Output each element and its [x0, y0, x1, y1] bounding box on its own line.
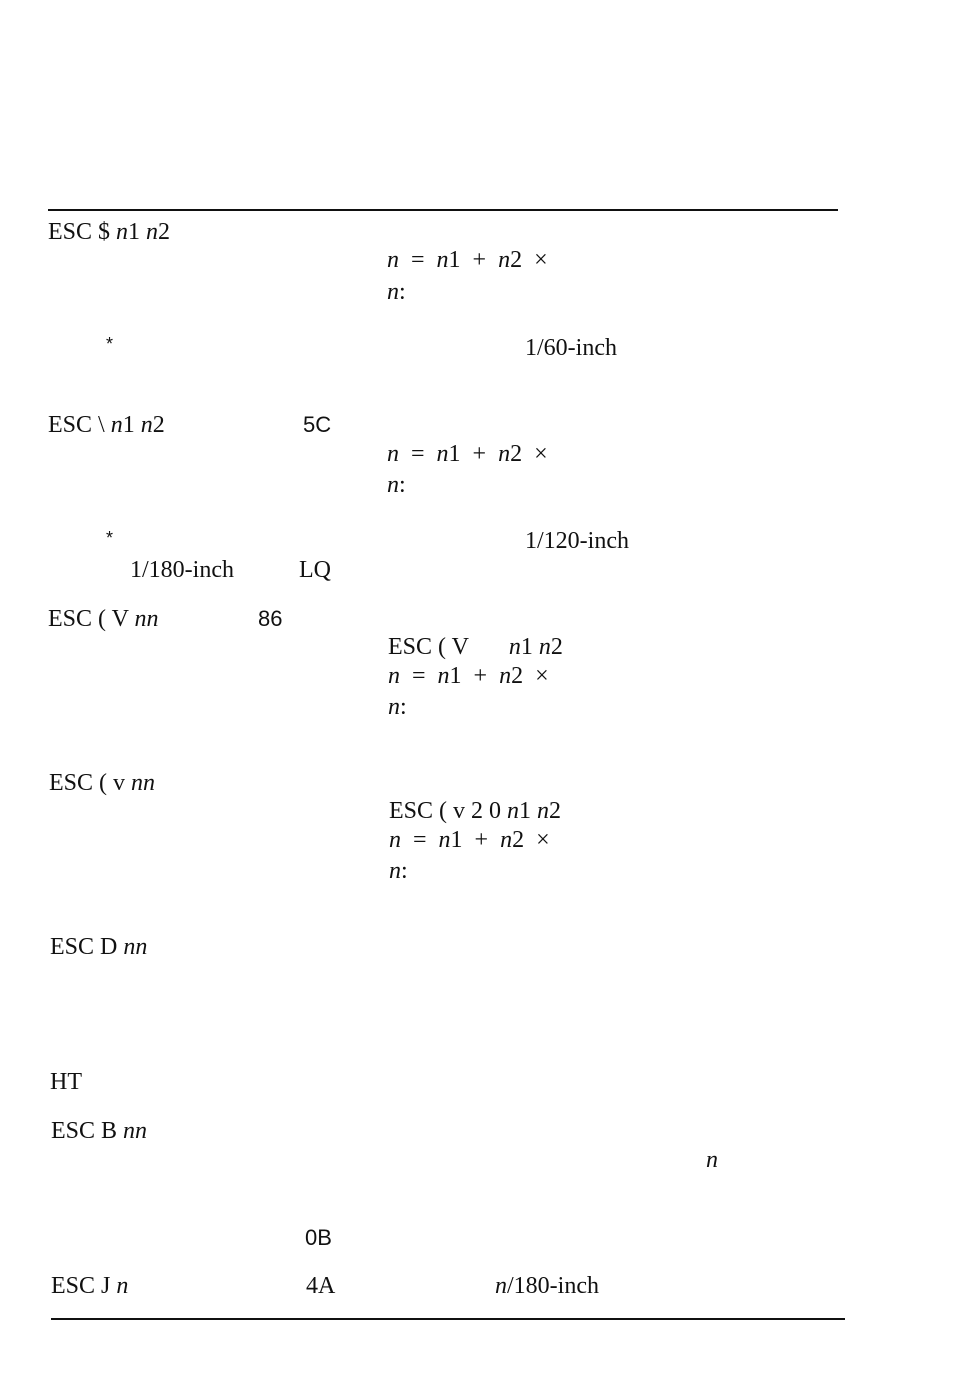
unit-1-120-inch: 1/120-inch — [525, 528, 629, 554]
unit-1-60-inch: 1/60-inch — [525, 335, 617, 361]
cmd-esc-J: ESC J n — [51, 1273, 129, 1299]
cmd-esc-dollar: ESC $ n1 n2 — [48, 219, 171, 245]
range-label-2: n: — [387, 472, 406, 498]
syntax-esc-paren-v: ESC ( v 2 0 n1 n2 — [389, 798, 562, 824]
range-label-1: n: — [387, 279, 406, 305]
hex-0b: 0B — [305, 1225, 332, 1250]
footnote-star-1: * — [106, 334, 114, 354]
variable-n: n — [706, 1147, 718, 1173]
cmd-esc-paren-v: ESC ( v nn — [49, 770, 156, 796]
formula-1: n = n1 + n2 × — [387, 247, 548, 273]
top-rule — [48, 209, 838, 211]
cmd-esc-B: ESC B nn — [51, 1118, 148, 1144]
unit-1-180-inch: 1/180-inch — [130, 557, 234, 583]
bottom-rule — [51, 1318, 845, 1320]
cmd-esc-D: ESC D nn — [50, 934, 148, 960]
formula-4: n = n1 + n2 × — [389, 827, 550, 853]
range-label-3: n: — [388, 694, 407, 720]
hex-86: 86 — [258, 606, 283, 631]
syntax-esc-paren-V: ESC ( V n1 n2 — [388, 634, 563, 660]
hex-5c: 5C — [303, 412, 332, 437]
range-label-4: n: — [389, 858, 408, 884]
hex-4a: 4A — [306, 1273, 336, 1299]
cmd-ht: HT — [50, 1069, 82, 1095]
footnote-star-2: * — [106, 528, 114, 548]
formula-3: n = n1 + n2 × — [388, 663, 549, 689]
formula-2: n = n1 + n2 × — [387, 441, 548, 467]
cmd-esc-backslash: ESC \ n1 n2 — [48, 412, 165, 438]
unit-n-180-inch: n/180-inch — [495, 1273, 599, 1299]
lq-label: LQ — [299, 557, 331, 583]
cmd-esc-paren-V: ESC ( V nn — [48, 606, 159, 632]
